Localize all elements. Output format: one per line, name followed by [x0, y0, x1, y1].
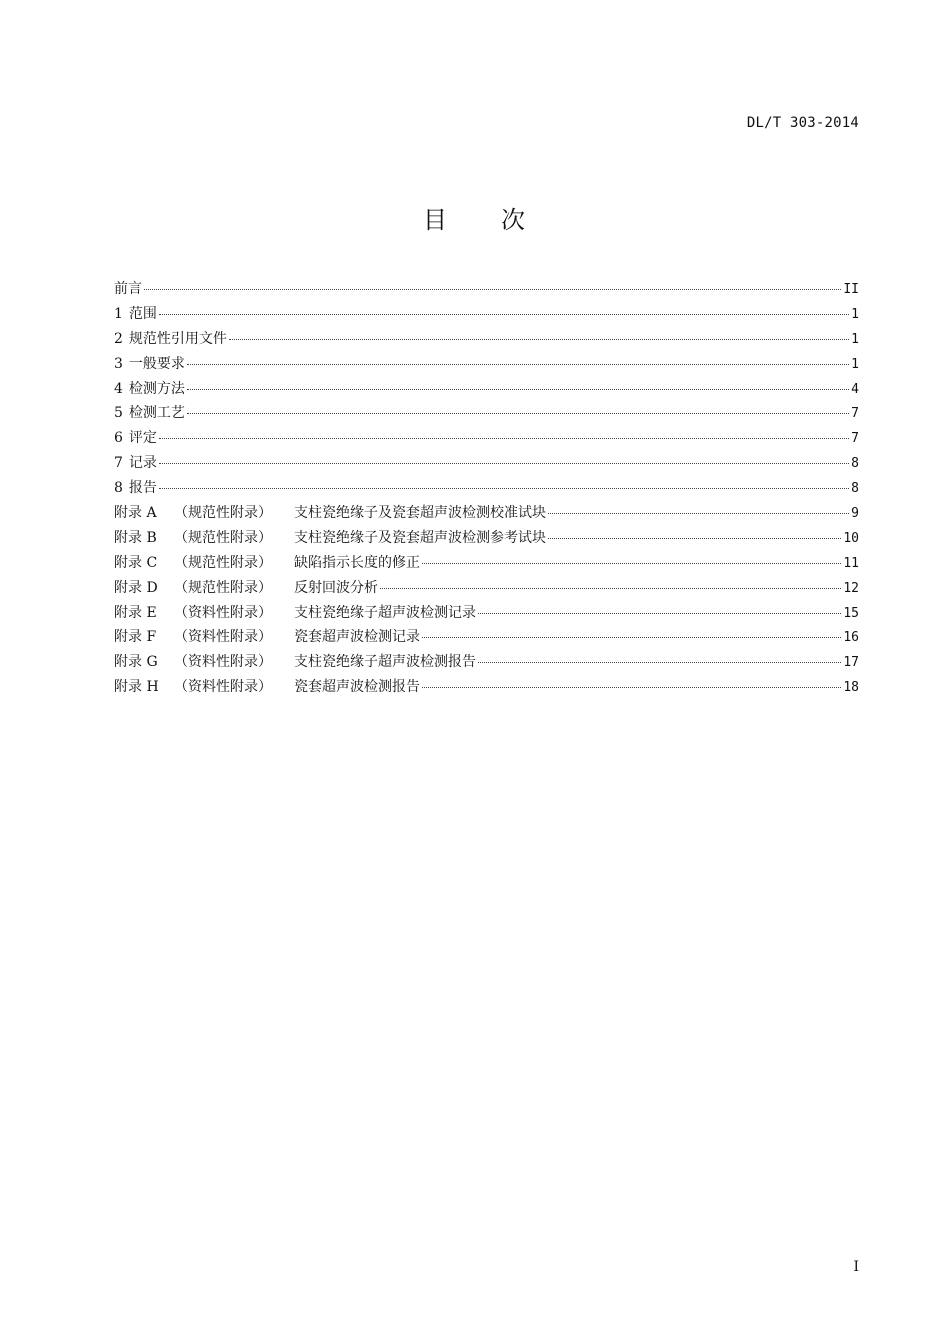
toc-entry-page: 8 [851, 481, 859, 497]
toc-entry-label: 附录 E （资料性附录） 支柱瓷绝缘子超声波检测记录 [114, 604, 476, 621]
dot-leader [548, 513, 849, 514]
toc-annex-e[interactable] [114, 603, 859, 628]
toc-entry-label: 附录 F （资料性附录） 瓷套超声波检测记录 [114, 629, 420, 646]
dot-leader [422, 563, 841, 564]
toc-entry-3[interactable] [114, 354, 859, 379]
toc-entry-label: 附录 D （规范性附录） 反射回波分析 [114, 579, 378, 596]
dot-leader [159, 314, 849, 315]
toc-entry-6[interactable] [114, 428, 859, 453]
dot-leader [159, 438, 849, 439]
toc-entry-page: 4 [851, 381, 859, 397]
title-char-2: 次 [501, 206, 527, 234]
toc-entry-5[interactable] [114, 403, 859, 428]
toc-entry-page: 15 [843, 605, 859, 621]
page-number: I [853, 1259, 859, 1275]
toc-entry-7[interactable] [114, 453, 859, 478]
toc-entry-page: 12 [843, 580, 859, 596]
toc-entry-page: 1 [851, 306, 859, 322]
toc-entry-page: 8 [851, 456, 859, 472]
dot-leader [144, 289, 841, 290]
toc-annex-f[interactable] [114, 627, 859, 652]
toc-entry-page: 16 [843, 630, 859, 646]
toc-entry-label: 7 记录 [114, 455, 157, 472]
dot-leader [159, 463, 849, 464]
toc-annex-c[interactable] [114, 553, 859, 578]
toc-entry-label: 6 评定 [114, 430, 157, 447]
toc-annex-b[interactable] [114, 528, 859, 553]
toc-entry-label: 附录 H （资料性附录） 瓷套超声波检测报告 [114, 679, 420, 696]
toc-annex-h[interactable] [114, 677, 859, 702]
toc-annex-g[interactable] [114, 652, 859, 677]
dot-leader [478, 662, 841, 663]
table-of-contents [114, 279, 859, 702]
toc-entry-8[interactable] [114, 478, 859, 503]
toc-entry-foreword[interactable] [114, 279, 859, 304]
toc-entry-page: 9 [851, 506, 859, 522]
dot-leader [159, 488, 849, 489]
toc-entry-label: 8 报告 [114, 480, 157, 497]
toc-entry-page: 7 [851, 406, 859, 422]
toc-entry-page: 7 [851, 431, 859, 447]
toc-entry-label: 前言 [114, 281, 142, 297]
toc-entry-page: 17 [843, 655, 859, 671]
toc-entry-page: 10 [843, 530, 859, 546]
dot-leader [187, 413, 849, 414]
dot-leader [187, 364, 849, 365]
toc-entry-label: 附录 G （资料性附录） 支柱瓷绝缘子超声波检测报告 [114, 654, 476, 671]
dot-leader [187, 389, 849, 390]
title-char-1: 目 [423, 206, 449, 234]
page-title [0, 200, 950, 235]
dot-leader [229, 339, 849, 340]
toc-entry-4[interactable] [114, 379, 859, 404]
toc-entry-label: 5 检测工艺 [114, 405, 185, 422]
toc-entry-label: 附录 A （规范性附录） 支柱瓷绝缘子及瓷套超声波检测校准试块 [114, 505, 546, 522]
toc-entry-label: 附录 C （规范性附录） 缺陷指示长度的修正 [114, 554, 420, 571]
toc-annex-d[interactable] [114, 578, 859, 603]
toc-entry-label: 1 范围 [114, 305, 157, 322]
dot-leader [548, 538, 841, 539]
toc-annex-a[interactable] [114, 503, 859, 528]
toc-entry-page: 18 [843, 680, 859, 696]
toc-entry-page: II [843, 282, 859, 297]
dot-leader [422, 637, 841, 638]
dot-leader [478, 613, 841, 614]
dot-leader [380, 588, 841, 589]
toc-entry-label: 2 规范性引用文件 [114, 330, 227, 347]
toc-entry-label: 3 一般要求 [114, 355, 185, 372]
dot-leader [422, 687, 841, 688]
toc-entry-page: 1 [851, 331, 859, 347]
toc-entry-label: 附录 B （规范性附录） 支柱瓷绝缘子及瓷套超声波检测参考试块 [114, 529, 546, 546]
toc-entry-2[interactable] [114, 329, 859, 354]
document-code: DL/T 303-2014 [746, 115, 859, 131]
toc-entry-label: 4 检测方法 [114, 380, 185, 397]
toc-entry-page: 1 [851, 356, 859, 372]
toc-entry-page: 11 [843, 555, 859, 571]
toc-entry-1[interactable] [114, 304, 859, 329]
